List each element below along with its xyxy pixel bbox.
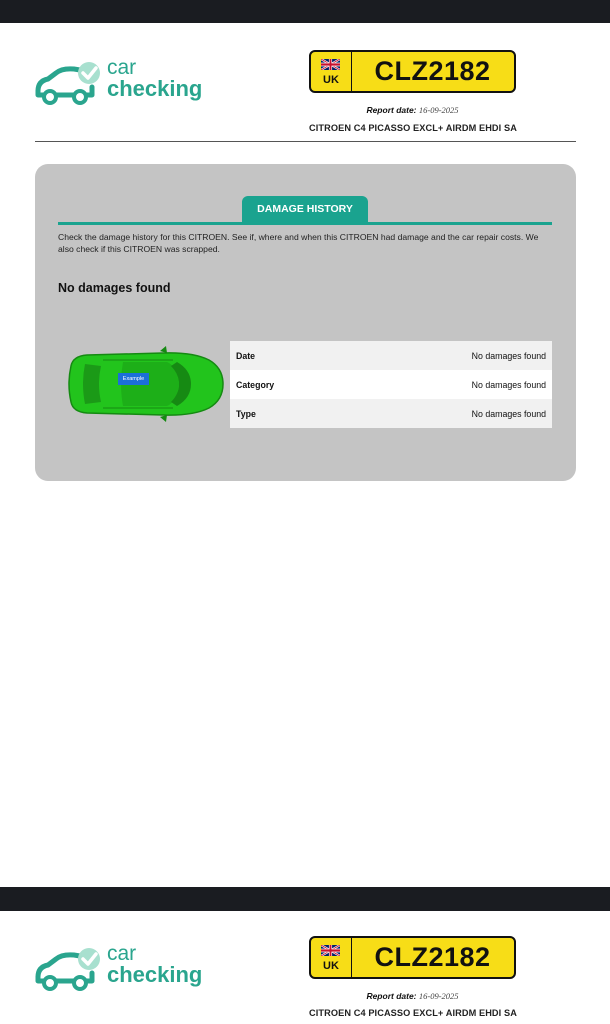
license-plate [309,936,516,979]
report-date-label: Report date: [366,105,417,115]
logo-text [107,57,202,99]
table-row [230,341,552,370]
logo-line-2: checking [107,76,203,101]
report-date-value: 16-09-2025 [418,105,459,115]
damage-history-tab: DAMAGE HISTORY [242,196,368,222]
table-row [230,399,552,428]
license-plate [309,50,516,93]
logo-line-1: car [107,56,137,79]
example-tag: Example [118,373,149,385]
report-date-label: Report date: [366,991,417,1001]
report-date [309,105,516,115]
row-value: No damages found [471,350,546,361]
no-damages-heading: No damages found [58,281,171,295]
plate-country: UK [323,74,339,86]
vehicle-model: CITROEN C4 PICASSO EXCL+ AIRDM EHDI SA [309,123,517,133]
report-page-2 [0,911,610,1024]
vehicle-model: CITROEN C4 PICASSO EXCL+ AIRDM EHDI SA [309,1008,517,1018]
logo-text [107,943,202,985]
plate-registration: CLZ2182 [374,56,491,86]
plate-country-strip [311,52,352,91]
row-label: Type [236,408,256,419]
car-check-icon [34,947,104,991]
plate-country-strip [311,938,352,977]
header-divider [35,141,576,142]
row-value: No damages found [471,379,546,390]
row-label: Category [236,379,275,390]
uk-flag-icon [321,945,340,956]
plate-country: UK [323,960,339,972]
logo-line-2: checking [107,962,203,987]
car-checking-logo [34,943,209,999]
table-row [230,370,552,399]
plate-registration: CLZ2182 [374,942,491,972]
row-label: Date [236,350,256,361]
tab-underline [58,222,552,225]
uk-flag-icon [321,59,340,70]
report-date [309,991,516,1001]
report-date-value: 16-09-2025 [418,991,459,1001]
report-page [0,23,610,887]
damage-description: Check the damage history for this CITROEN. See if, where and when this CITROEN had damage and the car repair costs. We also check if this CITROEN was scrapped. [58,232,539,254]
damage-history-panel [35,164,576,481]
car-checking-logo [34,57,209,113]
car-check-icon [34,61,104,105]
top-dark-bar [0,0,610,23]
row-value: No damages found [471,408,546,419]
logo-line-1: car [107,942,137,965]
page-separator-bar [0,887,610,911]
damage-details-table [230,341,552,428]
